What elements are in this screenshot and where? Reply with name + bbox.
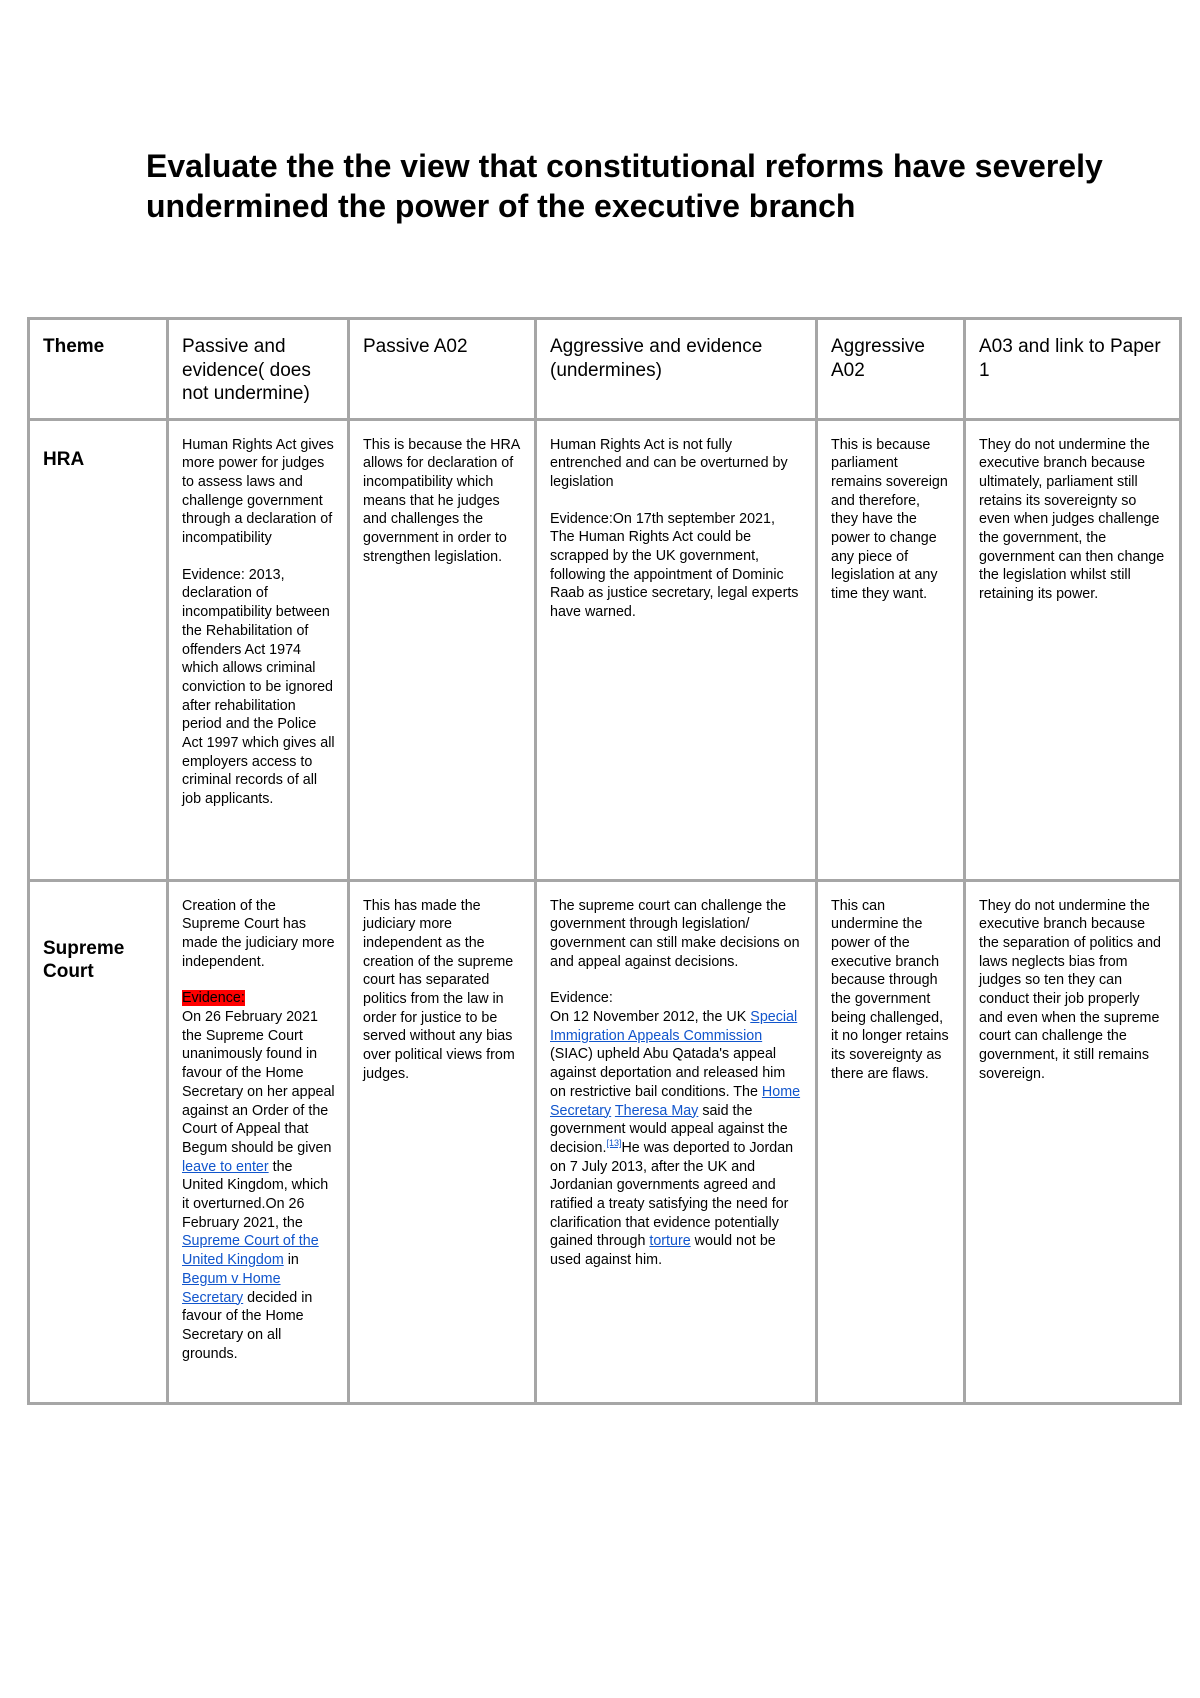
leave-to-enter-link[interactable]: leave to enter bbox=[182, 1158, 269, 1175]
header-aggressive-a02: Aggressive A02 bbox=[817, 319, 965, 420]
table-row-supreme-court bbox=[29, 880, 1181, 1403]
sc-aggressive-evidence-label: Evidence: bbox=[550, 990, 613, 1007]
header-aggressive-evidence: Aggressive and evidence (undermines) bbox=[536, 319, 817, 420]
supreme-court-uk-link[interactable]: Supreme Court of the United Kingdom bbox=[182, 1233, 319, 1269]
hra-aggressive-evidence-cell bbox=[536, 419, 817, 880]
sc-a03-text: They do not undermine the executive branch because the separation of politics and laws neglects bias from judges so ten they can conduct their job properly and even when the supreme court can challenge the government, it still remains sovereign. bbox=[979, 897, 1162, 1082]
evidence-highlight-label: Evidence: bbox=[182, 990, 245, 1007]
theme-label-hra: HRA bbox=[43, 448, 85, 470]
hra-passive-a02-text: This is because the HRA allows for declaration of incompatibility which means that he judges and challenges the government in order to strengthen legislation. bbox=[363, 436, 520, 565]
home-secretary-link[interactable]: Home Secretary bbox=[550, 1083, 801, 1119]
theme-label-supreme-court: Supreme Court bbox=[43, 937, 125, 982]
hra-passive-evidence-cell bbox=[168, 419, 349, 880]
theme-cell-supreme-court bbox=[29, 880, 168, 1403]
theme-cell-hra bbox=[29, 419, 168, 880]
header-passive-a02: Passive A02 bbox=[349, 319, 536, 420]
sc-passive-evidence-cell bbox=[168, 880, 349, 1403]
sc-passive-text-2: the United Kingdom, which it overturned.On 26 February 2021, the bbox=[182, 1158, 329, 1231]
sc-passive-text-4: decided in favour of the Home Secretary on all grounds. bbox=[182, 1289, 313, 1362]
header-theme: Theme bbox=[29, 319, 168, 420]
siac-link[interactable]: Special Immigration Appeals Commission bbox=[550, 1009, 798, 1044]
theresa-may-link[interactable]: Theresa May bbox=[614, 1102, 699, 1119]
hra-passive-point: Human Rights Act gives more power for judges to assess laws and challenge government through a declaration of incompatibility bbox=[182, 436, 334, 547]
page-title: Evaluate the the view that constitutional reforms have severely undermined the power of the executive branch bbox=[146, 148, 1103, 224]
sc-aggressive-text-4: said the government would appeal against the decision. bbox=[550, 1102, 788, 1156]
sc-aggressive-text-5: He was deported to Jordan on 7 July 2013, after the UK and Jordanian governments agreed and ratified a treaty satisfying the need for clarification that evidence potentially gained through bbox=[550, 1139, 794, 1250]
sc-a03-cell bbox=[965, 880, 1181, 1403]
hra-aggressive-point: Human Rights Act is not fully entrenched and can be overturned by legislation bbox=[550, 436, 788, 490]
hra-a03-cell bbox=[965, 419, 1181, 880]
header-passive-evidence: Passive and evidence( does not undermine) bbox=[168, 319, 349, 420]
sc-aggressive-evidence-cell bbox=[536, 880, 817, 1403]
hra-passive-evidence: Evidence: 2013, declaration of incompatibility between the Rehabilitation of offenders Act 1974 which allows criminal conviction to be ignored after rehabilitation period and the Police Act 1997 which gives all employers access to criminal records of all job applicants. bbox=[182, 566, 335, 808]
sc-passive-evidence bbox=[182, 989, 335, 1363]
sc-aggressive-a02-cell bbox=[817, 880, 965, 1403]
sc-aggressive-evidence bbox=[550, 989, 803, 1270]
sc-aggressive-text-2: (SIAC) upheld Abu Qatada's appeal against deportation and released him on restrictive bail conditions. The bbox=[550, 1046, 786, 1100]
sc-passive-a02-cell bbox=[349, 880, 536, 1403]
sc-aggressive-text-6: would not be used against him. bbox=[550, 1233, 776, 1269]
torture-link[interactable]: torture bbox=[649, 1233, 691, 1250]
sc-passive-point: Creation of the Supreme Court has made the judiciary more independent. bbox=[182, 897, 335, 970]
hra-aggressive-a02-cell bbox=[817, 419, 965, 880]
evaluation-table bbox=[27, 317, 1182, 1405]
begum-v-home-secretary-link[interactable]: Begum v Home Secretary bbox=[182, 1270, 281, 1306]
sc-aggressive-a02-text: This can undermine the power of the executive branch because through the government being challenged, it no longer retains its sovereignty as there are flaws. bbox=[831, 897, 949, 1082]
hra-aggressive-evidence: Evidence:On 17th september 2021, The Human Rights Act could be scrapped by the UK government, following the appointment of Dominic Raab as justice secretary, legal experts have warned. bbox=[550, 510, 799, 621]
hra-a03-text: They do not undermine the executive branch because ultimately, parliament still retains its sovereignty so even when judges challenge the government, the government can then change the legislation whilst still retaining its power. bbox=[979, 436, 1165, 603]
sc-aggressive-text-1: On 12 November 2012, the UK bbox=[550, 1009, 751, 1026]
header-row bbox=[29, 319, 1181, 420]
reference-13-link[interactable]: [13] bbox=[606, 1138, 622, 1149]
sc-aggressive-point: The supreme court can challenge the government through legislation/ government can still make decisions on and appeal against decisions. bbox=[550, 897, 800, 970]
table-row-hra bbox=[29, 419, 1181, 880]
sc-passive-text-1: On 26 February 2021 the Supreme Court unanimously found in favour of the Home Secretary on her appeal against an Order of the Court of Appeal that Begum should be given bbox=[182, 1009, 335, 1156]
sc-passive-text-3: in bbox=[283, 1252, 299, 1269]
hra-aggressive-a02-text: This is because parliament remains sovereign and therefore, they have the power to change any piece of legislation at any time they want. bbox=[831, 436, 948, 603]
hra-passive-a02-cell bbox=[349, 419, 536, 880]
sc-passive-a02-text: This has made the judiciary more independent as the creation of the supreme court has separated politics from the law in order for justice to be served without any bias over political views from judges. bbox=[363, 897, 515, 1082]
header-a03: A03 and link to Paper 1 bbox=[965, 319, 1181, 420]
